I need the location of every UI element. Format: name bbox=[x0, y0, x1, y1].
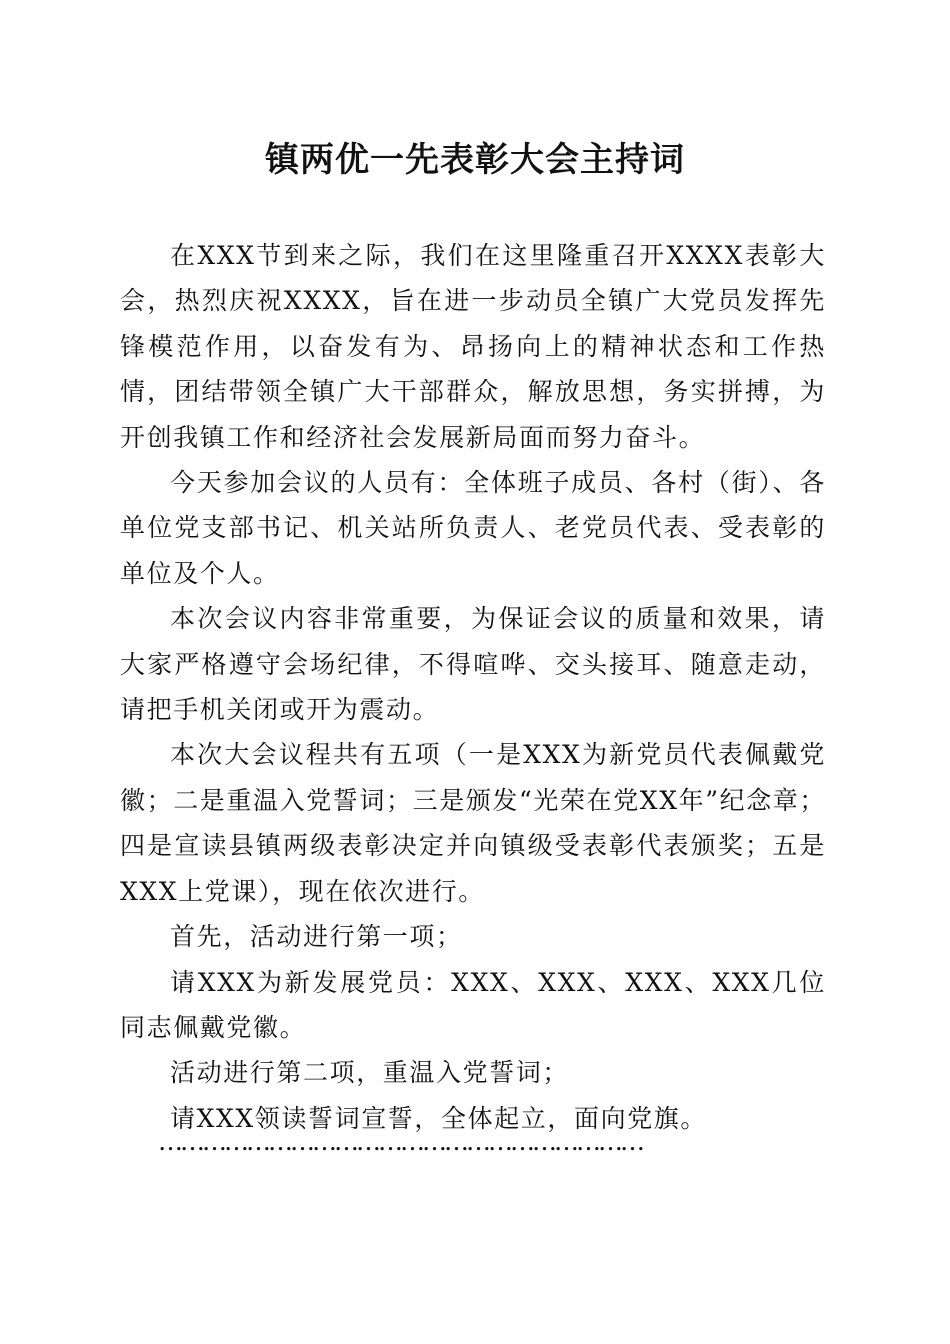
paragraph-attendees: 今天参加会议的人员有：全体班子成员、各村（街）、各单位党支部书记、机关站所负责人、老党员代表、受表彰的单位及个人。 bbox=[120, 468, 826, 588]
ellipsis-line: ………………………………………………………… bbox=[158, 1127, 642, 1156]
paragraph-oath: 请XXX领读誓词宣誓，全体起立，面向党旗。 bbox=[170, 1103, 707, 1133]
paragraph-opening: 在XXX节到来之际，我们在这里隆重召开XXXX表彰大会，热烈庆祝XXXX，旨在进一步动员全镇广大党员发挥先锋模范作用，以奋发有为、昂扬向上的精神状态和工作热情，团结带领全镇广大干部群众，解放思想，务实拼搏，为开创我镇工作和经济社会发展新局面而努力奋斗。 bbox=[120, 241, 826, 452]
paragraph-agenda: 本次大会议程共有五项（一是XXX为新党员代表佩戴党徽；二是重温入党誓词；三是颁发“光荣在党XX年”纪念章；四是宣读县镇两级表彰决定并向镇级受表彰代表颁奖；五是XXX上党课），现在依次进行。 bbox=[120, 740, 826, 906]
paragraph-item-one: 首先，活动进行第一项； bbox=[170, 922, 463, 952]
paragraph-badge-pinning: 请XXX为新发展党员：XXX、XXX、XXX、XXX几位同志佩戴党徽。 bbox=[120, 967, 826, 1042]
document-title: 镇两优一先表彰大会主持词 bbox=[265, 140, 685, 180]
paragraph-item-two: 活动进行第二项，重温入党誓词； bbox=[170, 1058, 570, 1088]
document-body bbox=[120, 233, 826, 1141]
paragraph-discipline: 本次会议内容非常重要，为保证会议的质量和效果，请大家严格遵守会场纪律，不得喧哗、交头接耳、随意走动，请把手机关闭或开为震动。 bbox=[120, 604, 826, 725]
